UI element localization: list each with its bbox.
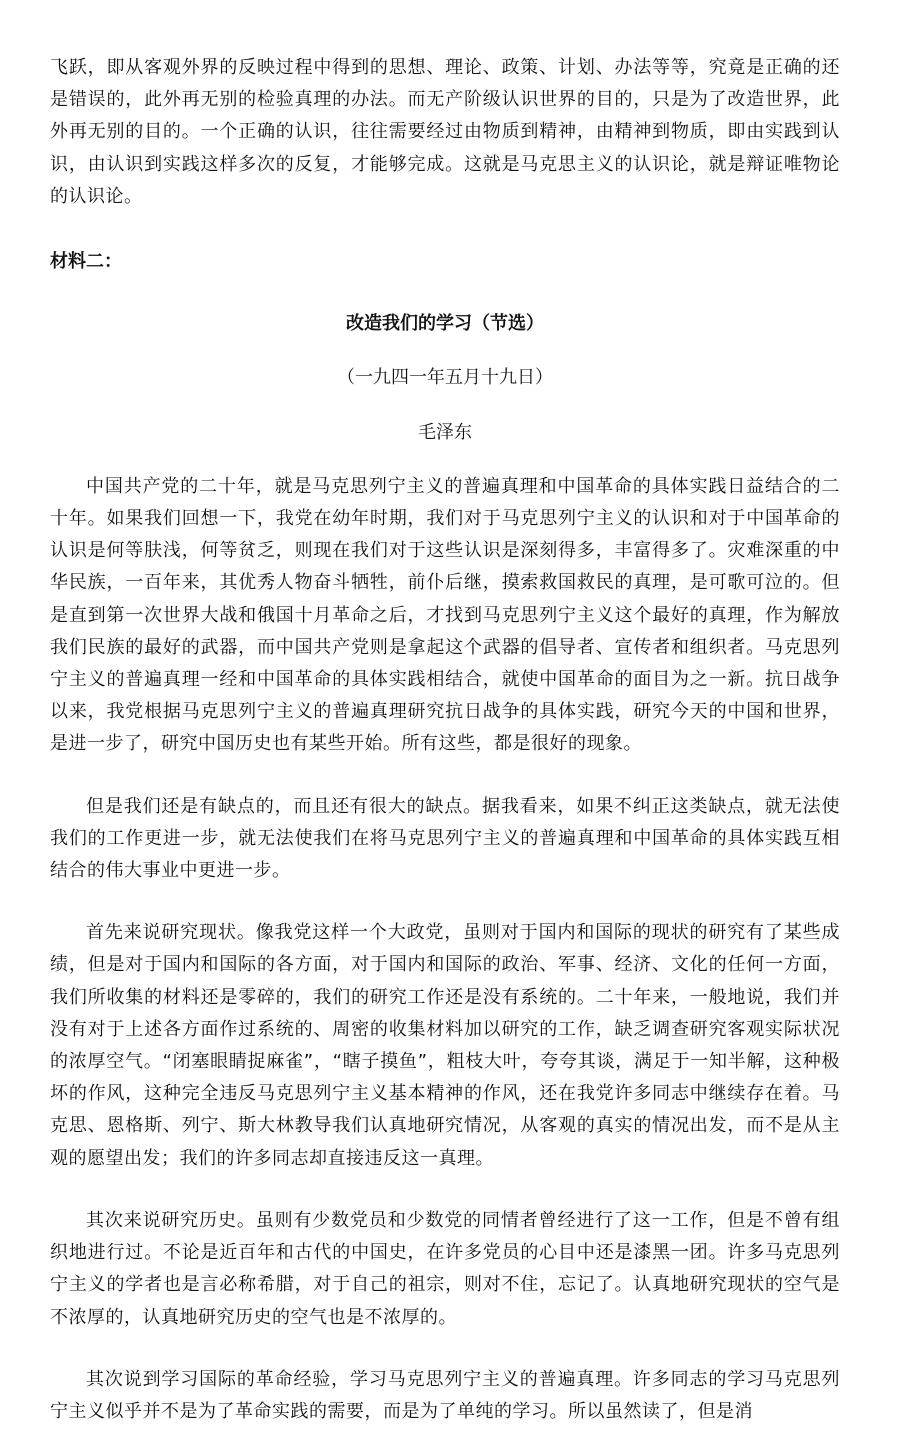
body-paragraph-2: 但是我们还是有缺点的，而且还有很大的缺点。据我看来，如果不纠正这类缺点，就无法使我们的工作更进一步，就无法使我们在将马克思列宁主义的普遍真理和中国革命的具体实践互相结合的伟大事业中更进一步。 <box>50 795 840 882</box>
article-date: （一九四一年五月十九日） <box>337 367 553 389</box>
article-author: 毛泽东 <box>418 421 472 443</box>
section-label: 材料二： <box>50 251 122 273</box>
body-paragraph-3: 首先来说研究现状。像我党这样一个大政党，虽则对于国内和国际的现状的研究有了某些成绩，但是对于国内和国际的各方面，对于国内和国际的政治、军事、经济、文化的任何一方面，我们所收集的材料还是零碎的，我们的研究工作还是没有系统的。二十年来，一般地说，我们并没有对于上述各方面作过系统的、周密的收集材料加以研究的工作，缺乏调查研究客观实际状况的浓厚空气。“闭塞眼睛捉麻雀”，“瞎子摸鱼”，粗枝大叶，夸夸其谈，满足于一知半解，这种极坏的作风，这种完全违反马克思列宁主义基本精神的作风，还在我党许多同志中继续存在着。马克思、恩格斯、列宁、斯大林教导我们认真地研究情况，从客观的真实的情况出发，而不是从主观的愿望出发；我们的许多同志却直接违反这一真理。 <box>50 922 840 1169</box>
body-paragraph-1: 中国共产党的二十年，就是马克思列宁主义的普遍真理和中国革命的具体实践日益结合的二十年。如果我们回想一下，我党在幼年时期，我们对于马克思列宁主义的认识和对于中国革命的认识是何等肤浅，何等贫乏，则现在我们对于这些认识是深刻得多，丰富得多了。灾难深重的中华民族，一百年来，其优秀人物奋斗牺牲，前仆后继，摸索救国救民的真理，是可歌可泣的。但是直到第一次世界大战和俄国十月革命之后，才找到马克思列宁主义这个最好的真理，作为解放我们民族的最好的武器，而中国共产党则是拿起这个武器的倡导者、宣传者和组织者。马克思列宁主义的普遍真理一经和中国革命的具体实践相结合，就使中国革命的面目为之一新。抗日战争以来，我党根据马克思列宁主义的普遍真理研究抗日战争的具体实践，研究今天的中国和世界，是进一步了，研究中国历史也有某些开始。所有这些，都是很好的现象。 <box>50 475 840 755</box>
body-paragraph-5: 其次说到学习国际的革命经验，学习马克思列宁主义的普遍真理。许多同志的学习马克思列宁主义似乎并不是为了革命实践的需要，而是为了单纯的学习。所以虽然读了，但是消 <box>50 1368 840 1422</box>
intro-paragraph: 飞跃，即从客观外界的反映过程中得到的思想、理论、政策、计划、办法等等，究竟是正确的还是错误的，此外再无别的检验真理的办法。而无产阶级认识世界的目的，只是为了改造世界，此外再无别的目的。一个正确的认识，往往需要经过由物质到精神，由精神到物质，即由实践到认识，由认识到实践这样多次的反复，才能够完成。这就是马克思主义的认识论，就是辩证唯物论的认识论。 <box>50 57 840 207</box>
document-page <box>50 52 840 1428</box>
body-paragraph-4: 其次来说研究历史。虽则有少数党员和少数党的同情者曾经进行了这一工作，但是不曾有组织地进行过。不论是近百年和古代的中国史，在许多党员的心目中还是漆黑一团。许多马克思列宁主义的学者也是言必称希腊，对于自己的祖宗，则对不住，忘记了。认真地研究现状的空气是不浓厚的，认真地研究历史的空气也是不浓厚的。 <box>50 1209 840 1328</box>
article-title: 改造我们的学习（节选） <box>346 313 544 335</box>
